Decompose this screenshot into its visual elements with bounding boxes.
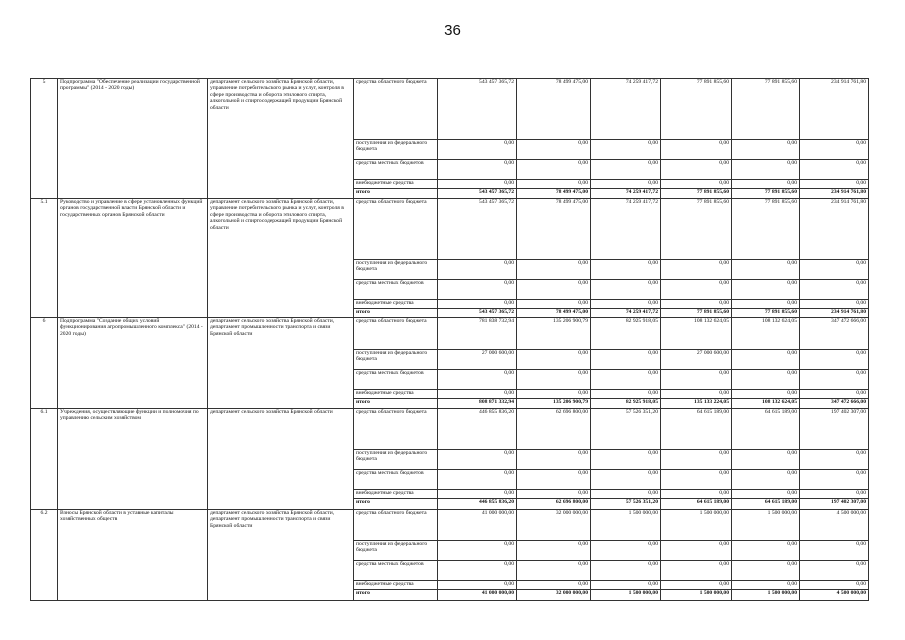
amount-cell: 0,00 xyxy=(800,140,869,160)
amount-cell: 41 000 000,00 xyxy=(438,510,517,541)
amount-cell: 0,00 xyxy=(661,541,732,561)
amount-cell: 108 132 624,05 xyxy=(732,318,800,350)
amount-cell: 0,00 xyxy=(800,280,869,300)
amount-cell: 0,00 xyxy=(591,581,661,590)
program-name: Учреждения, осуществляющие функции и полномочия по управлению сельским хозяйством xyxy=(58,409,208,510)
funding-source: средства областного бюджета xyxy=(354,409,438,450)
amount-cell: 0,00 xyxy=(732,490,800,499)
amount-cell: 0,00 xyxy=(732,180,800,189)
responsible-executor: департамент сельского хозяйства Брянской области, управление потребительского рынка и услуг, контроля в сфере производства и оборота этилового спирта, алкогольной и спиртосодержащей продукции Брянской области xyxy=(208,199,354,318)
amount-cell: 74 259 417,72 xyxy=(591,189,661,199)
amount-cell: 108 132 624,05 xyxy=(661,318,732,350)
funding-source: средства областного бюджета xyxy=(354,199,438,260)
amount-cell: 781 838 732,94 xyxy=(438,318,517,350)
responsible-executor: департамент сельского хозяйства Брянской области, департамент промышленности транспорта и связи Брянской области xyxy=(208,318,354,409)
amount-cell: 0,00 xyxy=(517,390,591,399)
amount-cell: 446 855 836,20 xyxy=(438,409,517,450)
amount-cell: 74 259 417,72 xyxy=(591,309,661,318)
section-index: 6 xyxy=(31,318,58,409)
amount-cell: 0,00 xyxy=(661,260,732,280)
amount-cell: 197 402 307,00 xyxy=(800,409,869,450)
funding-source: итого xyxy=(354,309,438,318)
amount-cell: 0,00 xyxy=(732,581,800,590)
amount-cell: 0,00 xyxy=(517,280,591,300)
amount-cell: 0,00 xyxy=(591,470,661,490)
amount-cell: 108 132 624,05 xyxy=(732,399,800,409)
amount-cell: 1 500 000,00 xyxy=(661,510,732,541)
funding-source: внебюджетные средства xyxy=(354,300,438,309)
amount-cell: 0,00 xyxy=(732,470,800,490)
amount-cell: 0,00 xyxy=(800,581,869,590)
amount-cell: 0,00 xyxy=(591,350,661,370)
amount-cell: 135 206 900,79 xyxy=(517,399,591,409)
amount-cell: 0,00 xyxy=(438,470,517,490)
funding-source: итого xyxy=(354,499,438,510)
amount-cell: 0,00 xyxy=(732,390,800,399)
section-index: 6.2 xyxy=(31,510,58,601)
funding-source: поступления из федерального бюджета xyxy=(354,140,438,160)
program-name: Подпрограмма "Обеспечение реализации государственной программы" (2014 - 2020 годы) xyxy=(58,79,208,199)
amount-cell: 808 871 332,94 xyxy=(438,399,517,409)
amount-cell: 0,00 xyxy=(800,350,869,370)
table-row xyxy=(31,318,869,350)
amount-cell: 0,00 xyxy=(800,490,869,499)
amount-cell: 0,00 xyxy=(517,160,591,180)
amount-cell: 77 891 855,60 xyxy=(661,199,732,260)
amount-cell: 234 914 761,80 xyxy=(800,199,869,260)
funding-source: внебюджетные средства xyxy=(354,180,438,189)
amount-cell: 27 000 600,00 xyxy=(661,350,732,370)
funding-source: внебюджетные средства xyxy=(354,581,438,590)
program-name: Взносы Брянской области в уставные капиталы хозяйственных обществ xyxy=(58,510,208,601)
amount-cell: 543 457 365,72 xyxy=(438,79,517,140)
amount-cell: 0,00 xyxy=(591,180,661,189)
amount-cell: 41 000 000,00 xyxy=(438,590,517,601)
amount-cell: 234 914 761,80 xyxy=(800,189,869,199)
amount-cell: 0,00 xyxy=(438,581,517,590)
funding-source: средства местных бюджетов xyxy=(354,160,438,180)
funding-source: поступления из федерального бюджета xyxy=(354,450,438,470)
amount-cell: 1 500 000,00 xyxy=(732,590,800,601)
amount-cell: 0,00 xyxy=(800,541,869,561)
funding-source: средства местных бюджетов xyxy=(354,280,438,300)
amount-cell: 82 925 918,05 xyxy=(591,399,661,409)
amount-cell: 0,00 xyxy=(591,260,661,280)
amount-cell: 0,00 xyxy=(517,490,591,499)
amount-cell: 0,00 xyxy=(591,541,661,561)
amount-cell: 0,00 xyxy=(438,180,517,189)
amount-cell: 543 457 365,72 xyxy=(438,189,517,199)
funding-source: поступления из федерального бюджета xyxy=(354,260,438,280)
funding-source: средства местных бюджетов xyxy=(354,470,438,490)
amount-cell: 0,00 xyxy=(517,470,591,490)
amount-cell: 0,00 xyxy=(661,140,732,160)
amount-cell: 0,00 xyxy=(800,561,869,581)
amount-cell: 234 914 761,80 xyxy=(800,309,869,318)
amount-cell: 347 472 666,00 xyxy=(800,399,869,409)
funding-source: поступления из федерального бюджета xyxy=(354,350,438,370)
amount-cell: 0,00 xyxy=(661,300,732,309)
section-index: 6.1 xyxy=(31,409,58,510)
amount-cell: 0,00 xyxy=(591,300,661,309)
amount-cell: 0,00 xyxy=(732,350,800,370)
amount-cell: 64 615 189,00 xyxy=(661,499,732,510)
amount-cell: 0,00 xyxy=(438,450,517,470)
amount-cell: 0,00 xyxy=(732,140,800,160)
amount-cell: 0,00 xyxy=(438,390,517,399)
section-index: 5 xyxy=(31,79,58,199)
amount-cell: 1 500 000,00 xyxy=(661,590,732,601)
amount-cell: 77 891 855,60 xyxy=(732,189,800,199)
amount-cell: 0,00 xyxy=(591,490,661,499)
amount-cell: 0,00 xyxy=(732,280,800,300)
amount-cell: 0,00 xyxy=(517,350,591,370)
funding-source: итого xyxy=(354,590,438,601)
amount-cell: 197 402 307,00 xyxy=(800,499,869,510)
amount-cell: 347 472 666,00 xyxy=(800,318,869,350)
table-row xyxy=(31,199,869,260)
amount-cell: 0,00 xyxy=(591,390,661,399)
table-row xyxy=(31,409,869,450)
amount-cell: 74 259 417,72 xyxy=(591,79,661,140)
responsible-executor: департамент сельского хозяйства Брянской области, департамент промышленности транспорта и связи Брянской области xyxy=(208,510,354,601)
amount-cell: 0,00 xyxy=(661,160,732,180)
amount-cell: 0,00 xyxy=(800,450,869,470)
amount-cell: 0,00 xyxy=(517,140,591,160)
amount-cell: 78 499 475,00 xyxy=(517,199,591,260)
amount-cell: 0,00 xyxy=(800,300,869,309)
amount-cell: 0,00 xyxy=(517,260,591,280)
amount-cell: 0,00 xyxy=(517,450,591,470)
amount-cell: 1 500 000,00 xyxy=(591,510,661,541)
funding-source: поступления из федерального бюджета xyxy=(354,541,438,561)
amount-cell: 4 500 000,00 xyxy=(800,510,869,541)
amount-cell: 0,00 xyxy=(732,561,800,581)
amount-cell: 78 499 475,00 xyxy=(517,309,591,318)
amount-cell: 4 500 000,00 xyxy=(800,590,869,601)
amount-cell: 135 133 224,05 xyxy=(661,399,732,409)
amount-cell: 0,00 xyxy=(591,140,661,160)
amount-cell: 0,00 xyxy=(438,160,517,180)
amount-cell: 1 500 000,00 xyxy=(732,510,800,541)
amount-cell: 0,00 xyxy=(661,490,732,499)
amount-cell: 234 914 761,80 xyxy=(800,79,869,140)
section-index: 5.1 xyxy=(31,199,58,318)
funding-source: средства областного бюджета xyxy=(354,510,438,541)
amount-cell: 0,00 xyxy=(591,280,661,300)
amount-cell: 0,00 xyxy=(732,370,800,390)
amount-cell: 0,00 xyxy=(591,450,661,470)
amount-cell: 62 696 800,00 xyxy=(517,409,591,450)
amount-cell: 543 457 365,72 xyxy=(438,199,517,260)
amount-cell: 0,00 xyxy=(591,160,661,180)
amount-cell: 82 925 918,05 xyxy=(591,318,661,350)
amount-cell: 0,00 xyxy=(517,370,591,390)
page-number: 36 xyxy=(444,22,461,39)
amount-cell: 0,00 xyxy=(438,541,517,561)
amount-cell: 74 259 417,72 xyxy=(591,199,661,260)
amount-cell: 0,00 xyxy=(661,450,732,470)
program-name: Руководство и управление в сфере установленных функций органов государственной власти Брянской области и государственных органов Брянской области xyxy=(58,199,208,318)
amount-cell: 0,00 xyxy=(438,561,517,581)
funding-source: внебюджетные средства xyxy=(354,390,438,399)
amount-cell: 0,00 xyxy=(591,370,661,390)
amount-cell: 27 000 600,00 xyxy=(438,350,517,370)
amount-cell: 77 891 855,60 xyxy=(732,79,800,140)
amount-cell: 32 000 000,00 xyxy=(517,590,591,601)
amount-cell: 0,00 xyxy=(661,370,732,390)
funding-source: средства областного бюджета xyxy=(354,318,438,350)
amount-cell: 77 891 855,60 xyxy=(661,189,732,199)
amount-cell: 0,00 xyxy=(438,370,517,390)
amount-cell: 62 696 800,00 xyxy=(517,499,591,510)
amount-cell: 0,00 xyxy=(661,581,732,590)
amount-cell: 78 499 475,00 xyxy=(517,79,591,140)
amount-cell: 57 526 351,20 xyxy=(591,499,661,510)
program-name: Подпрограмма "Создание общих условий функционирования агропромышленного комплекса" (2014 - 2020 годы) xyxy=(58,318,208,409)
amount-cell: 0,00 xyxy=(732,541,800,561)
amount-cell: 446 855 836,20 xyxy=(438,499,517,510)
amount-cell: 0,00 xyxy=(661,180,732,189)
amount-cell: 0,00 xyxy=(438,260,517,280)
amount-cell: 0,00 xyxy=(517,300,591,309)
amount-cell: 77 891 855,60 xyxy=(732,199,800,260)
amount-cell: 135 206 900,79 xyxy=(517,318,591,350)
table-row xyxy=(31,510,869,541)
amount-cell: 0,00 xyxy=(661,561,732,581)
amount-cell: 77 891 855,60 xyxy=(661,309,732,318)
amount-cell: 0,00 xyxy=(800,470,869,490)
amount-cell: 0,00 xyxy=(800,160,869,180)
amount-cell: 64 615 189,00 xyxy=(661,409,732,450)
amount-cell: 0,00 xyxy=(517,581,591,590)
amount-cell: 64 615 189,00 xyxy=(732,499,800,510)
amount-cell: 32 000 000,00 xyxy=(517,510,591,541)
amount-cell: 0,00 xyxy=(438,140,517,160)
amount-cell: 64 615 189,00 xyxy=(732,409,800,450)
amount-cell: 0,00 xyxy=(517,180,591,189)
amount-cell: 0,00 xyxy=(800,370,869,390)
amount-cell: 0,00 xyxy=(438,280,517,300)
amount-cell: 0,00 xyxy=(661,470,732,490)
amount-cell: 0,00 xyxy=(732,300,800,309)
amount-cell: 1 500 000,00 xyxy=(591,590,661,601)
amount-cell: 0,00 xyxy=(800,180,869,189)
amount-cell: 77 891 855,60 xyxy=(732,309,800,318)
amount-cell: 78 499 475,00 xyxy=(517,189,591,199)
amount-cell: 0,00 xyxy=(732,450,800,470)
responsible-executor: департамент сельского хозяйства Брянской области, управление потребительского рынка и услуг, контроля в сфере производства и оборота этилового спирта, алкогольной и спиртосодержащей продукции Брянской области xyxy=(208,79,354,199)
funding-source: итого xyxy=(354,189,438,199)
funding-source: средства областного бюджета xyxy=(354,79,438,140)
amount-cell: 77 891 855,60 xyxy=(661,79,732,140)
funding-source: внебюджетные средства xyxy=(354,490,438,499)
funding-source: итого xyxy=(354,399,438,409)
amount-cell: 0,00 xyxy=(591,561,661,581)
table-row xyxy=(31,79,869,140)
amount-cell: 0,00 xyxy=(732,160,800,180)
amount-cell: 0,00 xyxy=(800,260,869,280)
budget-table xyxy=(30,78,869,601)
amount-cell: 0,00 xyxy=(661,390,732,399)
amount-cell: 0,00 xyxy=(438,490,517,499)
funding-source: средства местных бюджетов xyxy=(354,561,438,581)
amount-cell: 0,00 xyxy=(517,541,591,561)
amount-cell: 57 526 351,20 xyxy=(591,409,661,450)
funding-source: средства местных бюджетов xyxy=(354,370,438,390)
responsible-executor: департамент сельского хозяйства Брянской области xyxy=(208,409,354,510)
amount-cell: 0,00 xyxy=(661,280,732,300)
amount-cell: 0,00 xyxy=(438,300,517,309)
amount-cell: 0,00 xyxy=(517,561,591,581)
amount-cell: 543 457 365,72 xyxy=(438,309,517,318)
amount-cell: 0,00 xyxy=(800,390,869,399)
amount-cell: 0,00 xyxy=(732,260,800,280)
